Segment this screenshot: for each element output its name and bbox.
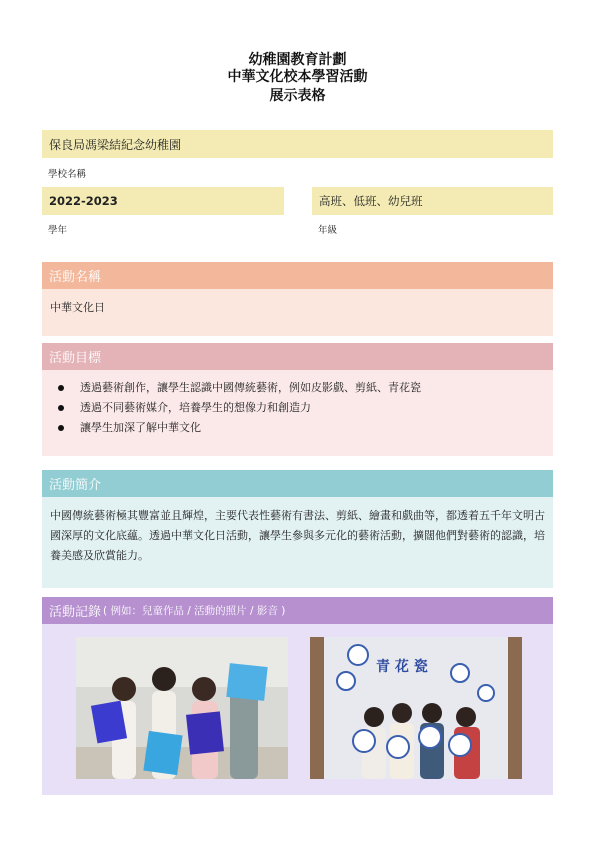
school-year-field: 2022-2023	[42, 187, 284, 215]
photo-porcelain-plates	[310, 637, 522, 779]
grade-field: 高班、低班、幼兒班	[312, 187, 553, 215]
activity-goals-heading: 活動目標	[42, 343, 553, 370]
activity-record-subtitle: ( 例如：兒童作品 / 活動的照片 / 影音 )	[103, 605, 286, 617]
goal-item: 讓學生加深了解中華文化	[50, 418, 545, 438]
grade-label: 年級	[318, 225, 338, 236]
porcelain-sign-text: 青 花 瓷	[376, 659, 428, 675]
activity-record-heading	[42, 597, 553, 624]
activity-name-heading: 活動名稱	[42, 262, 553, 289]
school-name-field: 保良局馮梁結紀念幼稚園	[42, 130, 553, 158]
school-name-label: 學校名稱	[48, 169, 87, 180]
doc-title-line2: 中華文化校本學習活動	[227, 69, 368, 85]
school-year-label: 學年	[48, 225, 68, 236]
activity-intro-text: 中國傳統藝術極其豐富並且輝煌，主要代表性藝術有書法、剪紙、繪畫和戲曲等，都透着五千年文明古國深厚的文化底蘊。透過中華文化日活動，讓學生參與多元化的藝術活動，擴闊他們對藝術的認識，培養美感及欣賞能力。	[42, 497, 553, 588]
activity-name-value: 中華文化日	[42, 289, 553, 336]
goal-item: 透過不同藝術媒介，培養學生的想像力和創造力	[50, 398, 545, 418]
photo-paper-cutting	[76, 637, 288, 779]
activity-intro-heading: 活動簡介	[42, 470, 553, 497]
activity-goals-panel	[42, 370, 553, 456]
doc-title-line1: 幼稚園教育計劃	[248, 52, 347, 68]
goal-item: 透過藝術創作，讓學生認識中國傳統藝術，例如皮影戲、剪紙、青花瓷	[50, 378, 545, 398]
activity-record-title: 活動記錄	[49, 605, 102, 620]
doc-title-line3: 展示表格	[269, 88, 326, 104]
